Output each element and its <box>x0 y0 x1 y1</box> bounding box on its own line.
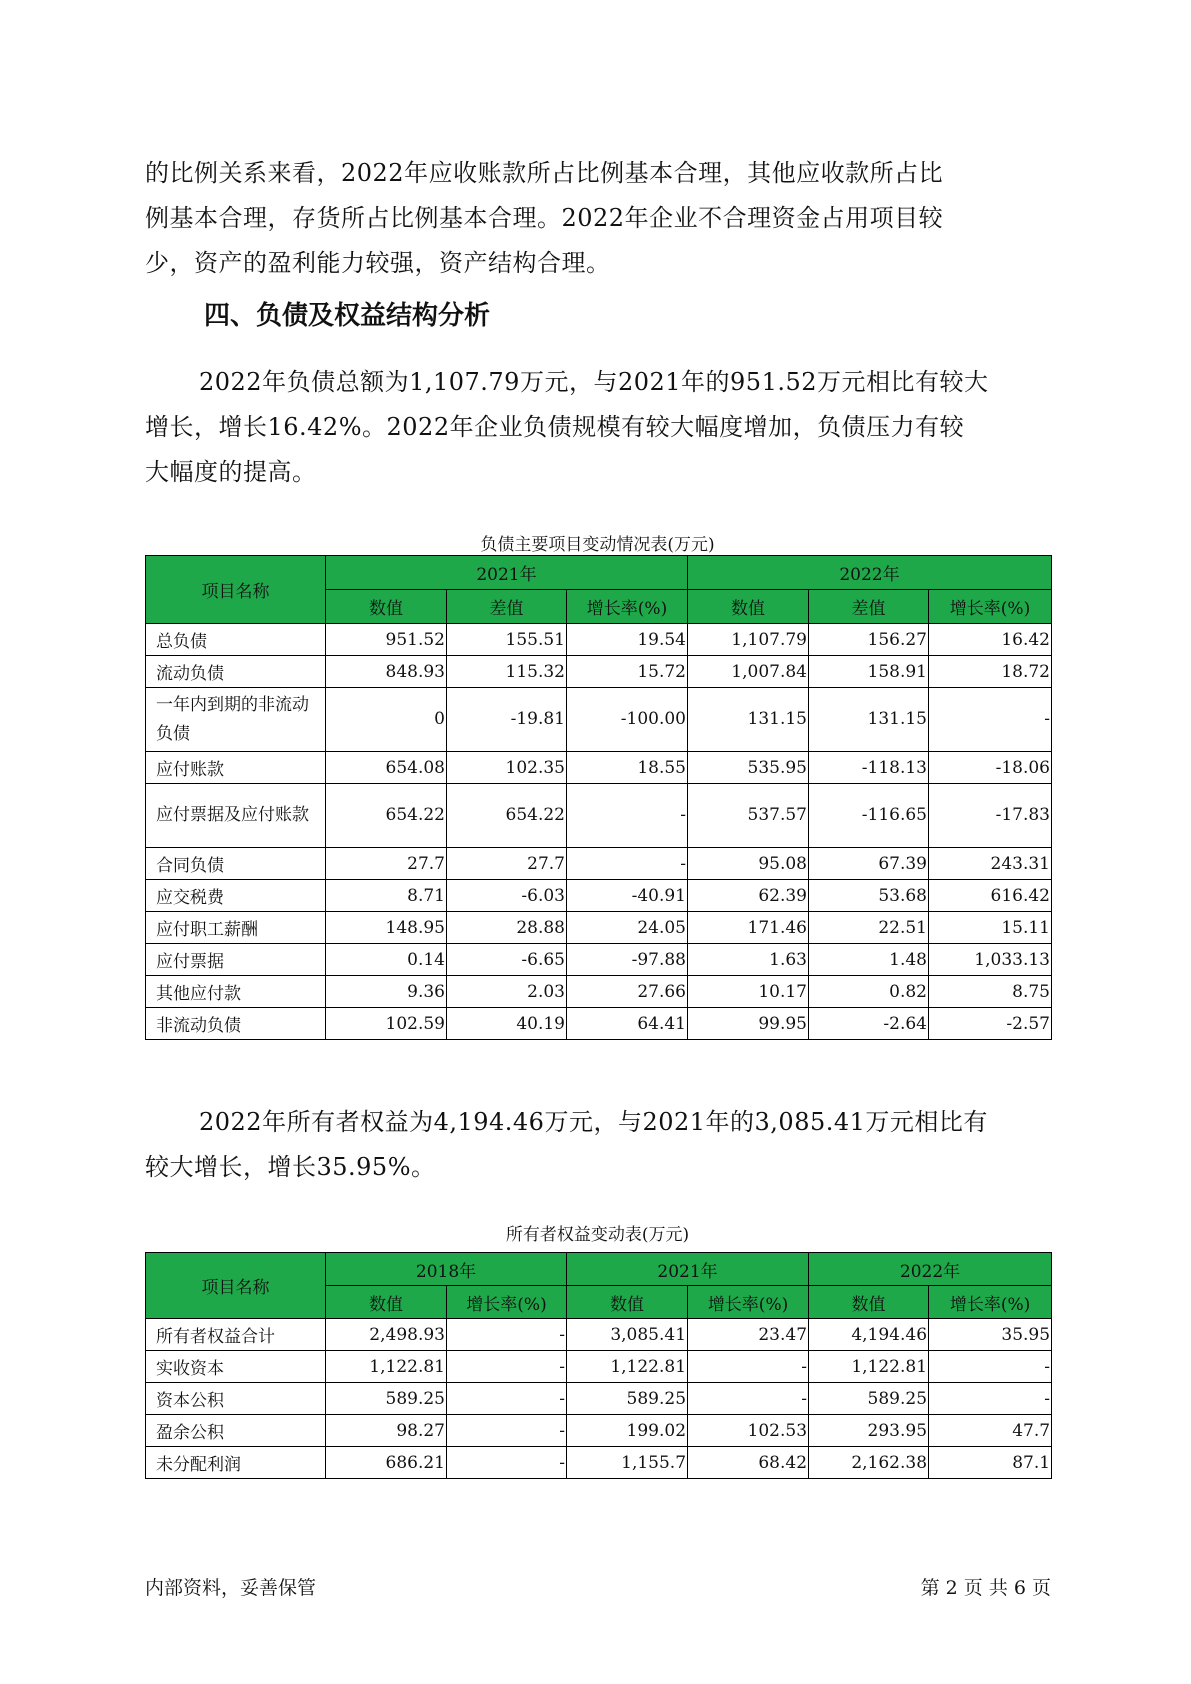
table-cell: - <box>567 848 688 880</box>
table-cell: - <box>447 1319 567 1351</box>
table-cell: - <box>447 1447 567 1479</box>
table-row <box>146 976 1052 1008</box>
equity-line: 较大增长，增长35.95%。 <box>145 1153 436 1181</box>
table-cell: 27.66 <box>567 976 688 1008</box>
table-cell: 62.39 <box>688 880 809 912</box>
row-label: 应付职工薪酬 <box>146 912 326 944</box>
value-header: 数值 <box>326 1286 447 1319</box>
table-row <box>146 912 1052 944</box>
table-cell: 16.42 <box>929 624 1052 656</box>
table-row <box>146 1415 1052 1447</box>
table-cell: 1,122.81 <box>567 1351 688 1383</box>
intro-line: 例基本合理，存货所占比例基本合理。2022年企业不合理资金占用项目较 <box>145 204 944 232</box>
table-cell: 199.02 <box>567 1415 688 1447</box>
table-cell: 0.14 <box>326 944 447 976</box>
table-cell: 27.7 <box>326 848 447 880</box>
equity-paragraph <box>145 1100 1050 1190</box>
table-cell: 131.15 <box>809 688 929 752</box>
table-cell: 2.03 <box>447 976 567 1008</box>
intro-line: 少，资产的盈利能力较强，资产结构合理。 <box>145 249 611 277</box>
row-label: 未分配利润 <box>146 1447 326 1479</box>
footer-page-number: 第 2 页 共 6 页 <box>920 1577 1051 1599</box>
table-cell: -18.06 <box>929 752 1052 784</box>
table-cell: 53.68 <box>809 880 929 912</box>
table-cell: 102.35 <box>447 752 567 784</box>
table-cell: 537.57 <box>688 784 809 848</box>
table-cell: 0 <box>326 688 447 752</box>
table-cell: 171.46 <box>688 912 809 944</box>
equity-line: 2022年所有者权益为4,194.46万元，与2021年的3,085.41万元相比有 <box>199 1108 988 1136</box>
table-cell: - <box>447 1351 567 1383</box>
table-cell: - <box>929 1383 1052 1415</box>
table-cell: 102.53 <box>688 1415 809 1447</box>
table-cell: 27.7 <box>447 848 567 880</box>
table-row <box>146 848 1052 880</box>
table-cell: 98.27 <box>326 1415 447 1447</box>
table-cell: 95.08 <box>688 848 809 880</box>
liability-line: 增长，增长16.42%。2022年企业负债规模有较大幅度增加，负债压力有较 <box>145 413 965 441</box>
year-header: 2021年 <box>567 1253 809 1286</box>
table-cell: 115.32 <box>447 656 567 688</box>
table-cell: - <box>929 688 1052 752</box>
table-row <box>146 784 1052 848</box>
table-cell: 158.91 <box>809 656 929 688</box>
row-label: 合同负债 <box>146 848 326 880</box>
table-cell: 64.41 <box>567 1008 688 1040</box>
row-label: 流动负债 <box>146 656 326 688</box>
table-cell: 68.42 <box>688 1447 809 1479</box>
table-cell: 293.95 <box>809 1415 929 1447</box>
table-cell: - <box>688 1383 809 1415</box>
table-row <box>146 1351 1052 1383</box>
intro-line: 的比例关系来看，2022年应收账款所占比例基本合理，其他应收款所占比 <box>145 159 944 187</box>
equity-table <box>145 1252 1052 1479</box>
table-cell: -2.64 <box>809 1008 929 1040</box>
row-label: 应付账款 <box>146 752 326 784</box>
table-cell: 589.25 <box>326 1383 447 1415</box>
table-cell: 18.72 <box>929 656 1052 688</box>
table-cell: 15.11 <box>929 912 1052 944</box>
table-cell: 19.54 <box>567 624 688 656</box>
row-label: 资本公积 <box>146 1383 326 1415</box>
table-cell: -116.65 <box>809 784 929 848</box>
diff-header: 差值 <box>809 590 929 624</box>
table-cell: 22.51 <box>809 912 929 944</box>
row-label: 非流动负债 <box>146 1008 326 1040</box>
growth-header: 增长率(%) <box>567 590 688 624</box>
table-cell: 535.95 <box>688 752 809 784</box>
table-cell: 1,122.81 <box>326 1351 447 1383</box>
table-cell: -40.91 <box>567 880 688 912</box>
table-cell: - <box>447 1415 567 1447</box>
table-cell: 131.15 <box>688 688 809 752</box>
table-cell: - <box>688 1351 809 1383</box>
table-cell: -6.03 <box>447 880 567 912</box>
diff-header: 差值 <box>447 590 567 624</box>
row-label: 一年内到期的非流动负债 <box>146 688 326 752</box>
value-header: 数值 <box>688 590 809 624</box>
table-cell: 148.95 <box>326 912 447 944</box>
intro-paragraph <box>145 151 1050 286</box>
table-row <box>146 624 1052 656</box>
row-label: 应付票据 <box>146 944 326 976</box>
table-cell: 1,007.84 <box>688 656 809 688</box>
table-cell: 35.95 <box>929 1319 1052 1351</box>
year-header: 2022年 <box>809 1253 1052 1286</box>
value-header: 数值 <box>326 590 447 624</box>
table-cell: - <box>929 1351 1052 1383</box>
table-cell: 8.75 <box>929 976 1052 1008</box>
table-cell: 8.71 <box>326 880 447 912</box>
row-label: 总负债 <box>146 624 326 656</box>
table-cell: 589.25 <box>567 1383 688 1415</box>
table-cell: 654.08 <box>326 752 447 784</box>
liability-table <box>145 555 1052 1040</box>
table-row <box>146 1319 1052 1351</box>
liability-line: 2022年负债总额为1,107.79万元，与2021年的951.52万元相比有较大 <box>199 368 989 396</box>
table-cell: 654.22 <box>326 784 447 848</box>
table-cell: 67.39 <box>809 848 929 880</box>
table-row <box>146 1008 1052 1040</box>
table-cell: 1,033.13 <box>929 944 1052 976</box>
year-header: 2022年 <box>688 556 1052 590</box>
table-cell: 15.72 <box>567 656 688 688</box>
table-cell: 2,498.93 <box>326 1319 447 1351</box>
table-cell: 9.36 <box>326 976 447 1008</box>
row-label: 盈余公积 <box>146 1415 326 1447</box>
footer-confidential-note: 内部资料，妥善保管 <box>145 1577 317 1599</box>
table-cell: 10.17 <box>688 976 809 1008</box>
table-cell: -17.83 <box>929 784 1052 848</box>
table-cell: 848.93 <box>326 656 447 688</box>
table-cell: -118.13 <box>809 752 929 784</box>
table-row <box>146 1447 1052 1479</box>
row-label: 实收资本 <box>146 1351 326 1383</box>
table-cell: -97.88 <box>567 944 688 976</box>
table-row <box>146 944 1052 976</box>
liability-line: 大幅度的提高。 <box>145 458 317 486</box>
table-row <box>146 1383 1052 1415</box>
table-cell: 1,122.81 <box>809 1351 929 1383</box>
equity-table-caption: 所有者权益变动表(万元) <box>505 1225 690 1245</box>
row-label: 其他应付款 <box>146 976 326 1008</box>
table-cell: - <box>567 784 688 848</box>
table-cell: 99.95 <box>688 1008 809 1040</box>
table-cell: -100.00 <box>567 688 688 752</box>
table-cell: 1.63 <box>688 944 809 976</box>
table-cell: 156.27 <box>809 624 929 656</box>
row-label: 应交税费 <box>146 880 326 912</box>
table-cell: 686.21 <box>326 1447 447 1479</box>
table-cell: -19.81 <box>447 688 567 752</box>
table-cell: 4,194.46 <box>809 1319 929 1351</box>
table-cell: 654.22 <box>447 784 567 848</box>
growth-header: 增长率(%) <box>447 1286 567 1319</box>
table-cell: 102.59 <box>326 1008 447 1040</box>
table-row <box>146 752 1052 784</box>
table-cell: 1,107.79 <box>688 624 809 656</box>
table-cell: 47.7 <box>929 1415 1052 1447</box>
table-cell: 2,162.38 <box>809 1447 929 1479</box>
table-cell: 87.1 <box>929 1447 1052 1479</box>
table-cell: 18.55 <box>567 752 688 784</box>
table-cell: 1.48 <box>809 944 929 976</box>
year-header: 2018年 <box>326 1253 567 1286</box>
table-cell: 616.42 <box>929 880 1052 912</box>
row-label: 所有者权益合计 <box>146 1319 326 1351</box>
item-name-header: 项目名称 <box>146 1253 326 1319</box>
growth-header: 增长率(%) <box>929 590 1052 624</box>
table-cell: 951.52 <box>326 624 447 656</box>
table-row <box>146 688 1052 752</box>
value-header: 数值 <box>809 1286 929 1319</box>
table-cell: 28.88 <box>447 912 567 944</box>
value-header: 数值 <box>567 1286 688 1319</box>
year-header: 2021年 <box>326 556 688 590</box>
table-cell: 243.31 <box>929 848 1052 880</box>
table-cell: 3,085.41 <box>567 1319 688 1351</box>
item-name-header: 项目名称 <box>146 556 326 624</box>
table-cell: 1,155.7 <box>567 1447 688 1479</box>
row-label: 应付票据及应付账款 <box>146 784 326 848</box>
table-cell: 0.82 <box>809 976 929 1008</box>
table-cell: 589.25 <box>809 1383 929 1415</box>
table-cell: -2.57 <box>929 1008 1052 1040</box>
table-cell: 155.51 <box>447 624 567 656</box>
table-row <box>146 656 1052 688</box>
table-cell: -6.65 <box>447 944 567 976</box>
liability-paragraph <box>145 360 1050 495</box>
table-row <box>146 880 1052 912</box>
growth-header: 增长率(%) <box>929 1286 1052 1319</box>
table-cell: 40.19 <box>447 1008 567 1040</box>
table-cell: - <box>447 1383 567 1415</box>
growth-header: 增长率(%) <box>688 1286 809 1319</box>
section-heading: 四、负债及权益结构分析 <box>204 301 491 331</box>
table-cell: 23.47 <box>688 1319 809 1351</box>
liability-table-caption: 负债主要项目变动情况表(万元) <box>480 535 715 555</box>
table-cell: 24.05 <box>567 912 688 944</box>
